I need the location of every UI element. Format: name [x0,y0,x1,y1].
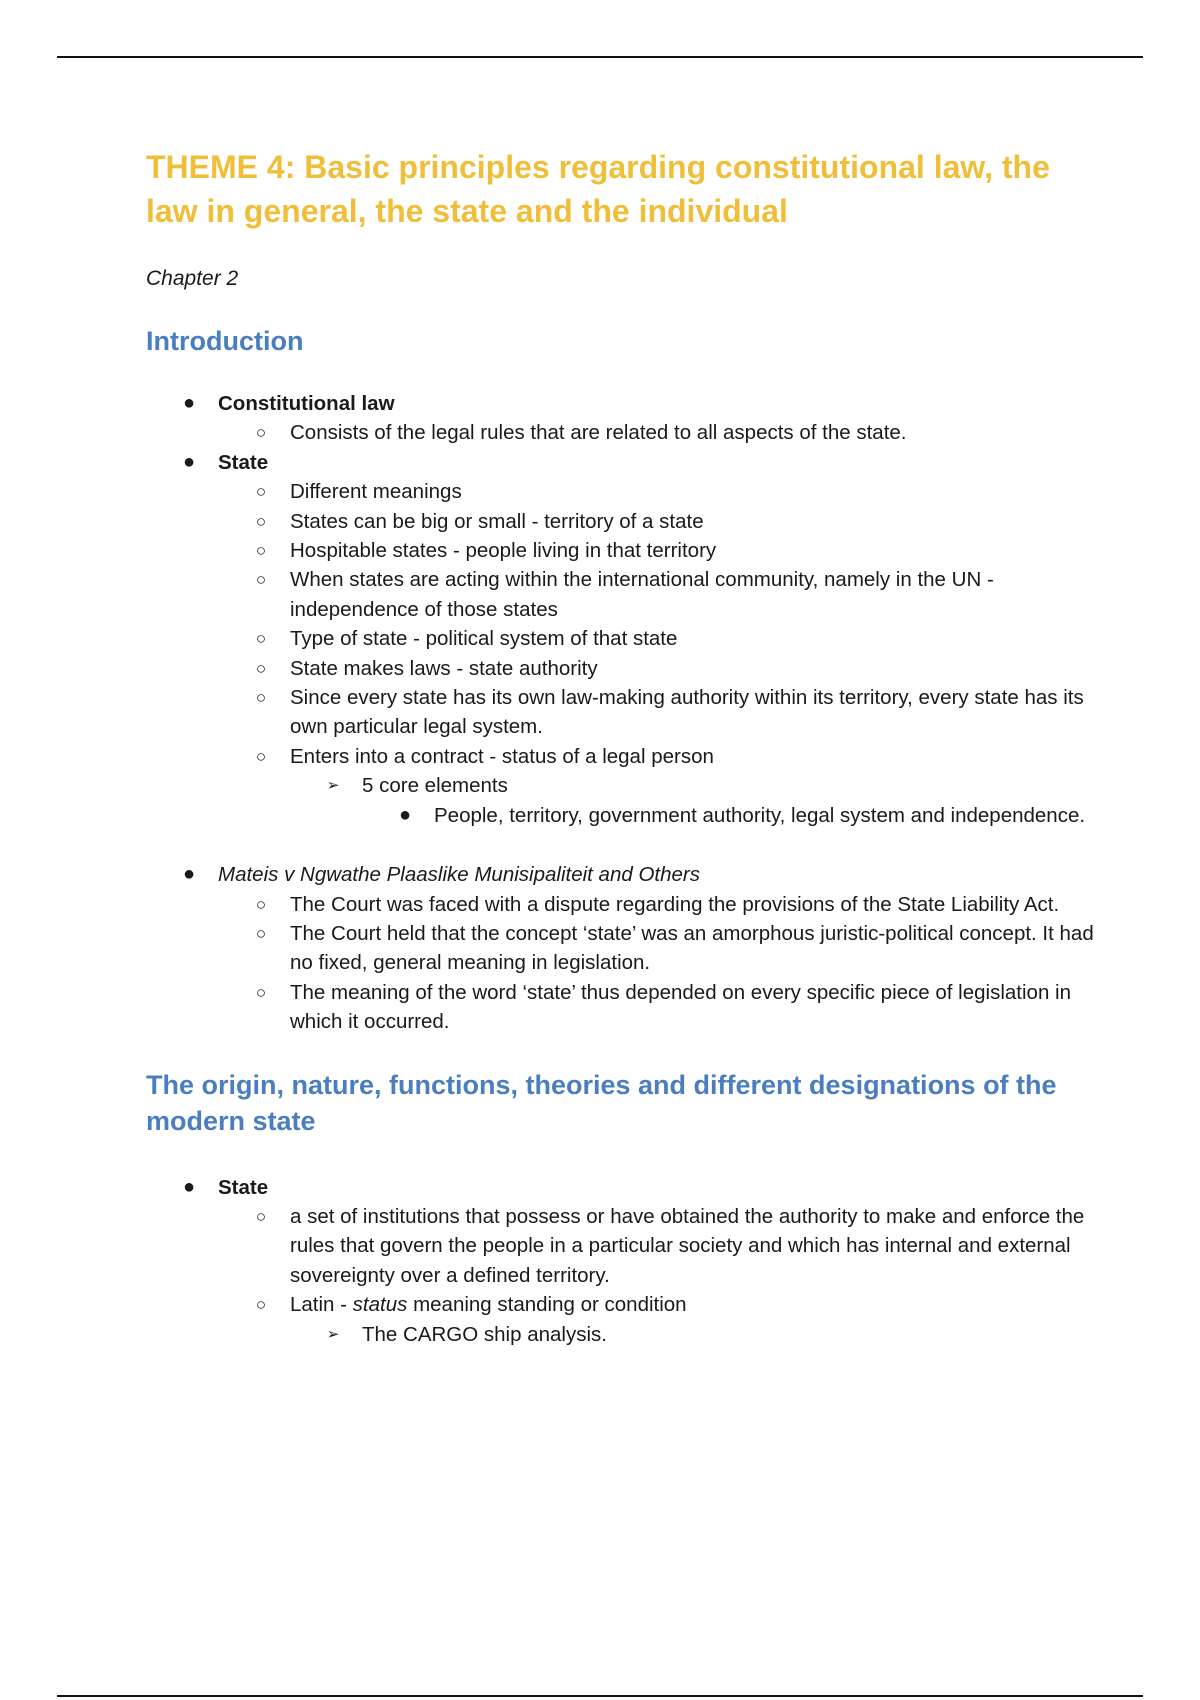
list-item: ○ When states are acting within the international community, namely in the UN - independence of those states [218,565,1096,624]
list-item: ➢ The CARGO ship analysis. [290,1320,1096,1349]
circle-bullet-icon: ○ [255,923,267,943]
introduction-heading: Introduction [146,326,304,356]
bullet-icon: ● [182,450,196,473]
list-item: ○ States can be big or small - territory of a state [218,507,1096,536]
state-definition: a set of institutions that possess or have obtained the authority to make and enforce the rules that govern the people in a particular society and which has internal and external sovereignty over a defined territory. [290,1204,1085,1287]
circle-bullet-icon: ○ [255,658,267,678]
constitutional-law-label: Constitutional law [218,392,395,415]
circle-bullet-icon: ○ [255,541,267,561]
circle-bullet-icon: ○ [255,982,267,1002]
arrowhead-bullet-icon: ➢ [326,777,340,795]
circle-bullet-icon: ○ [255,688,267,708]
circle-bullet-icon: ○ [255,746,267,766]
list-item [146,389,1096,448]
circle-bullet-icon: ○ [255,511,267,531]
introduction-list [146,389,1096,1037]
circle-bullet-icon: ○ [255,1206,267,1226]
origin-list [146,1173,1096,1349]
list-item [218,1202,1096,1290]
list-item [146,1173,1096,1349]
bullet-icon: ● [182,1175,196,1198]
list-item [146,448,1096,830]
bullet-icon: ● [182,392,196,414]
list-item [146,860,1096,1036]
list-item: ○ The Court held that the concept ‘state’ was an amorphous juristic-political concept. It had no fixed, general meaning in legislation. [218,919,1096,978]
list-item: ○ The meaning of the word ‘state’ thus depended on every specific piece of legislation in which it occurred. [218,978,1096,1037]
list-item: ○ Hospitable states - people living in that territory [218,536,1096,565]
list-item: ○ Enters into a contract - status of a legal person ➢ 5 core elements ● People, territory, government authority, legal system and independence. [218,742,1096,830]
state-label: State [218,450,269,474]
circle-bullet-icon: ○ [255,423,267,443]
list-item: ○ Type of state - political system of that state [218,624,1096,653]
circle-bullet-icon: ○ [255,894,267,914]
list-item: ○ Consists of the legal rules that are related to all aspects of the state. [218,418,1096,447]
list-item: ○ Different meanings [218,477,1096,506]
bullet-icon: ● [398,803,412,826]
chapter-label: Chapter 2 [146,267,239,290]
list-item: ○ State makes laws - state authority [218,654,1096,683]
theme-title: THEME 4: Basic principles regarding constitutional law, the law in general, the state and the individual [146,149,1050,229]
bottom-rule [57,1695,1143,1697]
arrowhead-bullet-icon: ➢ [326,1325,340,1343]
document-body [146,145,1096,1349]
case-name: Mateis v Ngwathe Plaaslike Munisipaliteit and Others [218,863,700,887]
state-label: State [218,1175,269,1199]
list-item: ● People, territory, government authority, legal system and independence. [362,801,1096,830]
circle-bullet-icon: ○ [255,629,267,649]
list-item: ○ Latin - status meaning standing or condition ➢ The CARGO ship analysis. [218,1290,1096,1349]
list-item: ○ The Court was faced with a dispute regarding the provisions of the State Liability Act. [218,890,1096,919]
circle-bullet-icon: ○ [255,482,267,502]
list-item: ➢ 5 core elements ● People, territory, government authority, legal system and independence. [290,771,1096,830]
top-rule [57,56,1143,58]
bullet-icon: ● [182,863,196,886]
circle-bullet-icon: ○ [255,570,267,590]
circle-bullet-icon: ○ [255,1295,267,1315]
list-item: ○ Since every state has its own law-making authority within its territory, every state has its own particular legal system. [218,683,1096,742]
origin-heading: The origin, nature, functions, theories and different designations of the modern state [146,1069,1057,1136]
